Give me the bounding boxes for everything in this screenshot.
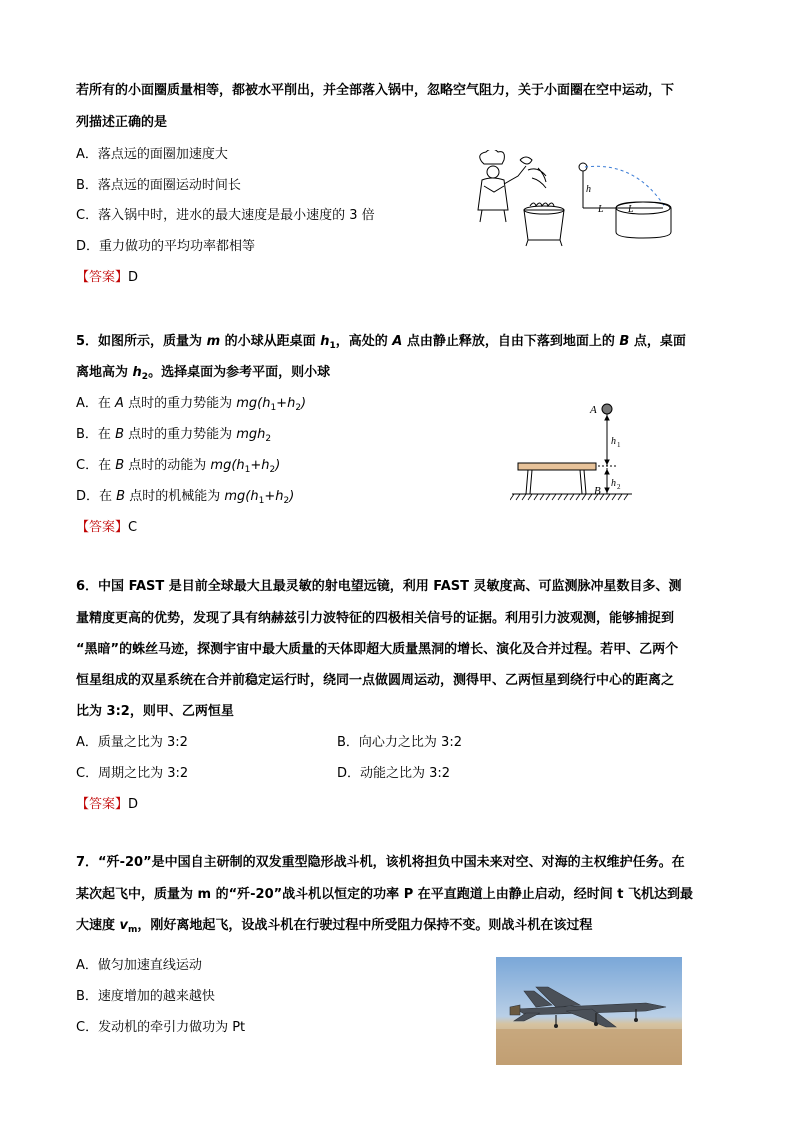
- q7-var-v-sub: m: [128, 925, 138, 935]
- q4-stem-line2: 列描述正确的是: [76, 115, 168, 130]
- q7-stem-line1: 7．“歼-20”是中国自主研制的双发重型隐形战斗机，该机将担负中国未来对空、对海的主权维护任务。在: [76, 855, 685, 870]
- opt-pre: D．在: [76, 489, 117, 504]
- opt-plus: +h: [264, 489, 284, 504]
- q5-var-h2: h: [132, 365, 142, 380]
- q4-figure: [468, 150, 708, 250]
- q6-answer: [76, 796, 138, 814]
- trajectory-diagram: [579, 163, 671, 238]
- q7-stem-line2: 某次起飞中，质量为 m 的“歼-20”战斗机以恒定的功率 P 在平直跑道上由静止启动，经时间 t 飞机达到最: [76, 887, 694, 902]
- q5-line2-a: 离地高为: [76, 365, 133, 380]
- q5-point-b: B: [619, 334, 630, 349]
- opt-end: ): [275, 458, 281, 473]
- opt-end: ): [289, 489, 295, 504]
- q5-var-m: m: [206, 334, 221, 349]
- q5-text-d: 点由静止释放，自由下落到地面上的: [402, 334, 620, 349]
- chef-illustration: [478, 150, 564, 246]
- opt-mid: 点时的机械能为: [125, 489, 225, 504]
- q7-option-c: C．发动机的牵引力做功为 Pt: [76, 1020, 246, 1035]
- q6-option-d: D．动能之比为 3:2: [337, 766, 451, 781]
- opt-point: B: [115, 458, 125, 473]
- opt-expr: mg(h: [236, 396, 271, 411]
- q5-var-h1: h: [320, 334, 330, 349]
- fig-label-B: B: [594, 485, 601, 497]
- q7-option-b: B．速度增加的越来越快: [76, 989, 215, 1004]
- q7-line3-b: ，刚好离地起飞，设战斗机在行驶过程中所受阻力保持不变。则战斗机在该过程: [137, 918, 593, 933]
- opt-sub2: 2: [269, 465, 276, 475]
- opt-sub2: 2: [283, 496, 290, 506]
- q5-option-b: [76, 426, 271, 448]
- q6-option-c: C．周期之比为 3:2: [76, 766, 189, 781]
- opt-plus: +h: [276, 396, 296, 411]
- opt-expr: mg(h: [210, 458, 245, 473]
- fig-label-h1: h: [611, 436, 616, 447]
- table-top: [518, 463, 596, 470]
- opt-sub1: 1: [270, 403, 277, 413]
- opt-sub2: 2: [295, 403, 302, 413]
- fighter-jet-photo: [496, 957, 682, 1065]
- q5-var-h1-sub: 1: [329, 341, 336, 351]
- fig-label-A: A: [590, 404, 597, 416]
- q5-text-c: ，高处的: [335, 334, 393, 349]
- table-leg: [526, 470, 528, 494]
- fig-label-h1-sub: 1: [617, 441, 621, 449]
- fig-label-h2: h: [611, 478, 616, 489]
- answer-value: D: [128, 797, 139, 812]
- fig-label-h2-sub: 2: [617, 483, 621, 491]
- answer-label: 【答案】: [76, 797, 129, 812]
- fig-label-L1: L: [598, 204, 604, 215]
- q5-figure: [510, 398, 640, 510]
- opt-sub1: 1: [258, 496, 265, 506]
- opt-sub1: 2: [265, 434, 272, 444]
- fig-label-L2: L: [628, 204, 634, 215]
- q4-answer: [76, 269, 138, 287]
- q7-var-v: v: [119, 918, 129, 933]
- q5-text-b: 的小球从距桌面: [220, 334, 321, 349]
- q5-text-e: 点，桌面: [629, 334, 686, 349]
- q6-stem-line3: “黑暗”的蛛丝马迹，探测宇宙中最大质量的天体即超大质量黑洞的增长、演化及合并过程。若甲、乙两个: [76, 642, 679, 657]
- ball-icon: [602, 404, 612, 414]
- q5-line2-b: 。选择桌面为参考平面，则小球: [148, 365, 331, 380]
- opt-point: B: [116, 489, 126, 504]
- opt-plus: +h: [250, 458, 270, 473]
- q7-line3-a: 大速度: [76, 918, 120, 933]
- opt-mid: 点时的动能为: [124, 458, 211, 473]
- q4-stem-line1: 若所有的小面圈质量相等，都被水平削出，并全部落入锅中，忽略空气阻力，关于小面圈在空中运动，下: [76, 83, 675, 98]
- opt-mid: 点时的重力势能为: [123, 427, 237, 442]
- opt-expr: mg(h: [224, 489, 259, 504]
- q4-option-d: D．重力做功的平均功率都相等: [76, 239, 256, 254]
- q5-option-c: [76, 457, 280, 479]
- q5-var-h2-sub: 2: [141, 372, 149, 382]
- q6-option-a: A．质量之比为 3:2: [76, 735, 188, 750]
- q4-option-b: B．落点远的面圈运动时间长: [76, 178, 241, 193]
- opt-pre: C．在: [76, 458, 116, 473]
- q5-option-d: [76, 488, 294, 510]
- fig-label-h: h: [586, 184, 591, 195]
- q6-option-b: B．向心力之比为 3:2: [337, 735, 462, 750]
- opt-mid: 点时的重力势能为: [123, 396, 237, 411]
- q7-option-a: A．做匀加速直线运动: [76, 958, 202, 973]
- opt-point: A: [115, 396, 124, 411]
- answer-label: 【答案】: [76, 270, 129, 285]
- opt-end: ): [301, 396, 307, 411]
- q6-stem-line5: 比为 3:2，则甲、乙两恒星: [76, 704, 234, 719]
- q5-point-a: A: [392, 334, 403, 349]
- opt-pre: B．在: [76, 427, 116, 442]
- q6-stem-line4: 恒星组成的双星系统在合并前稳定运行时，绕同一点做圆周运动，测得甲、乙两恒星到绕行中心的距离之: [76, 673, 675, 688]
- q5-stem-line2: [76, 364, 330, 386]
- opt-expr: mgh: [236, 427, 266, 442]
- opt-point: B: [115, 427, 124, 442]
- q5-answer: [76, 519, 137, 537]
- q5-stem-line1: [76, 333, 686, 355]
- answer-value: D: [128, 270, 139, 285]
- opt-pre: A．在: [76, 396, 116, 411]
- answer-value: C: [128, 520, 138, 535]
- q5-text-a: 如图所示，质量为: [98, 334, 207, 349]
- q4-option-c: C．落入锅中时，进水的最大速度是最小速度的 3 倍: [76, 208, 375, 223]
- q5-number: 5．: [76, 334, 99, 349]
- opt-sub1: 1: [244, 465, 251, 475]
- answer-label: 【答案】: [76, 520, 129, 535]
- q4-option-a: A．落点远的面圈加速度大: [76, 147, 228, 162]
- q6-stem-line2: 量精度更高的优势，发现了具有纳赫兹引力波特征的四极相关信号的证据。利用引力波观测，能够捕捉到: [76, 611, 675, 626]
- q5-option-a: [76, 395, 306, 417]
- q7-stem-line3: [76, 917, 592, 939]
- q6-stem-line1: 6．中国 FAST 是目前全球最大且最灵敏的射电望远镜，利用 FAST 灵敏度高、可监测脉冲星数目多、测: [76, 579, 682, 594]
